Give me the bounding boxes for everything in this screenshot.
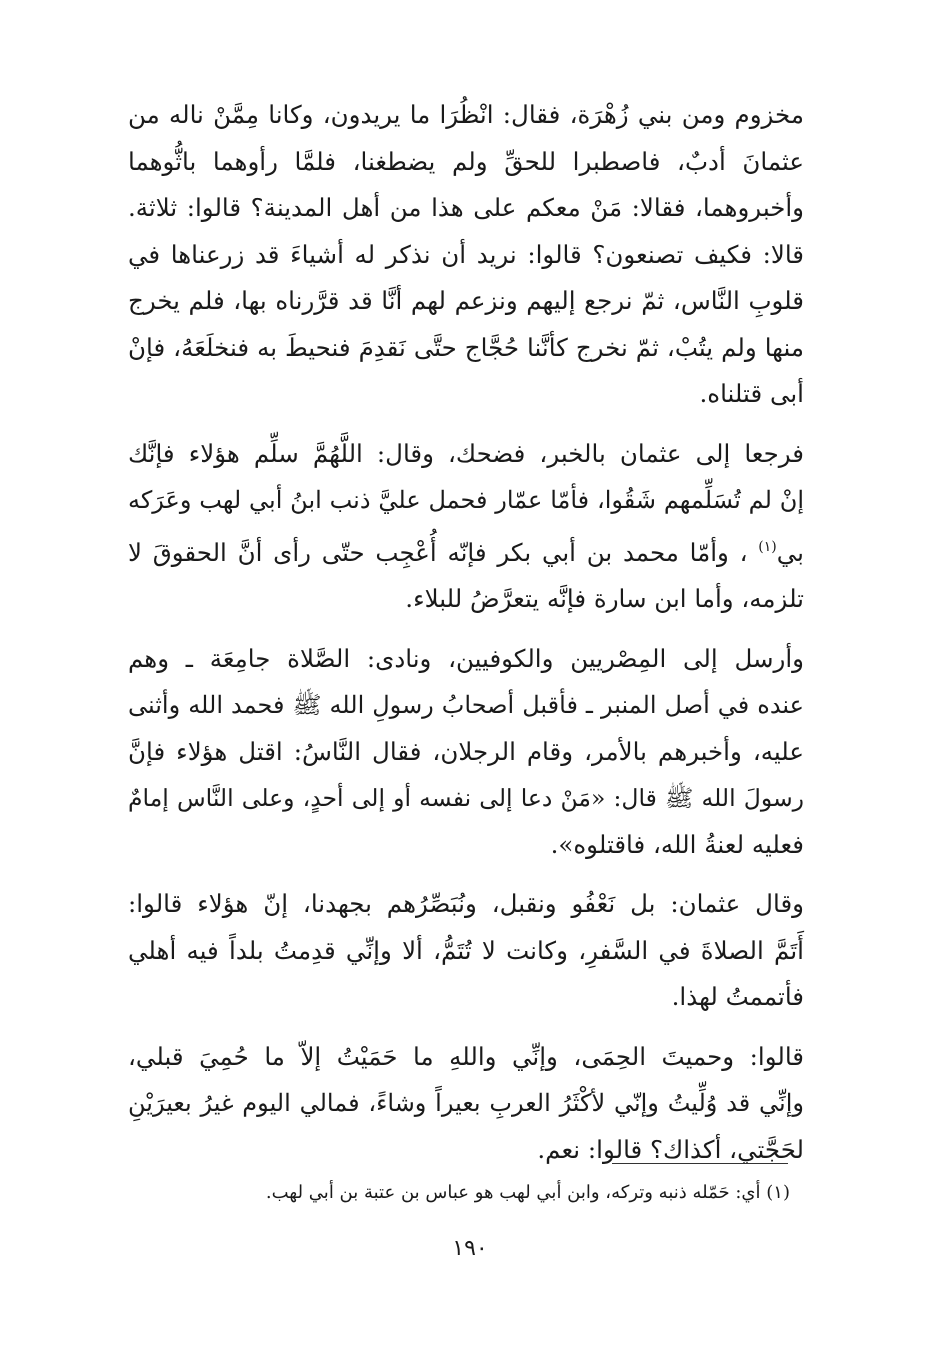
paragraph-1 (128, 92, 804, 418)
text-line: مخزوم ومن بني زُهْرَة، فقال: انْظُرَا ما يريدون، وكانا مِمَّنْ ناله من (128, 100, 804, 129)
footnote-ref-line-start: بي (776, 537, 804, 567)
text-line: أَتَمَّ الصلاةَ في السَّفرِ، وكانت لا تُتَمُّ، ألا وإنِّي قدِمتُ بلداً فيه أهلي (128, 935, 804, 965)
text-line-with-footnote: بي$^{(١)}$ ، وأمّا محمد بن أبي بكر فإنّه أُعْجِب حتّى رأى أنَّ الحقوقَ لا (128, 537, 804, 567)
text-line: منها ولم يتُبْ، ثمّ نخرج كأنَّنا حُجَّاج حتَّى نَقدِمَ فنحيطَ به فنخلَعَهُ، فإنْ (128, 332, 804, 362)
text-line: لحَجَّتي، أكذاك؟ قالوا: نعم. (537, 1134, 804, 1164)
text-line: فعليه لعنةُ الله، فاقتلوه». (550, 829, 804, 859)
text-line: إنْ لم تُسَلِّمهم شَقُوا، فأمّا عمّار فحمل عليَّ ذنب ابنُ أبي لهب وعَرَكه (128, 486, 804, 514)
text-line: وإنِّي قد وُلِّيتُ وإنّي لأكْثَرُ العربِ بعيراً وشاءً، فمالي اليوم غيرُ بعيرَيْنِ (128, 1089, 804, 1117)
text-line: وأرسل إلى المِصْريين والكوفيين، ونادى: الصَّلاة جامِعَة ـ وهم (128, 643, 804, 673)
footnote-reference[interactable]: (١) (758, 538, 777, 555)
paragraph-4 (128, 881, 804, 1021)
footnote-divider (612, 1163, 788, 1164)
paragraph-2 (128, 431, 804, 623)
text-line: قلوبِ النَّاس، ثمّ نرجع إليهم ونزعم لهم أنَّا قد قرَّرناه بها، فلم يخرج (128, 286, 804, 315)
paragraph-3 (128, 636, 804, 869)
text-line: عليه، وأخبرهم بالأمر، وقام الرجلان، فقال النَّاسُ: اقتل هؤلاء فإنَّ (128, 736, 804, 766)
text-line: أبى قتلناه. (699, 379, 804, 408)
text-line: قالا: فكيف تصنعون؟ قالوا: نريد أن نذكر له أشياءَ قد زرعناها في (128, 239, 804, 269)
page-number: ١٩٠ (452, 1236, 488, 1261)
text-line: وأخبروهما، فقالا: مَنْ معكم على هذا من أهل المدينة؟ قالوا: ثلاثة. (128, 193, 804, 222)
footnote-text: أي: حَمّله ذنبه وتركه، وابن أبي لهب هو عباس بن عتبة بن أبي لهب. (265, 1182, 761, 1203)
text-line: فأتممتُ لهذا. (671, 982, 804, 1011)
footnote-marker: (١) (766, 1182, 790, 1203)
text-line: رسولَ الله ﷺ قال: «مَنْ دعا إلى نفسه أو إلى أحدٍ، وعلى النَّاس إمامٌ (128, 784, 804, 812)
text-line: تلزمه، وأما ابن سارة فإنَّه يتعرَّضُ للبلاء. (405, 584, 804, 613)
paragraph-5 (128, 1034, 804, 1174)
text-line: وقال عثمان: بل نَعْفُو ونقبل، ونُبَصِّرُهم بجهدنا، إنّ هؤلاء قالوا: (128, 889, 804, 918)
text-line: قالوا: وحميتَ الحِمَى، وإنِّي واللهِ ما حَمَيْتُ إلاّ ما حُمِيَ قبلي، (128, 1041, 804, 1071)
main-text (128, 92, 804, 1186)
text-line: عثمانَ أدبٌ، فاصطبرا للحقِّ ولم يضطغنا، فلمَّا رأوهما باثُّوهما (128, 146, 804, 176)
text-line: فرجعا إلى عثمان بالخبر، فضحك، وقال: اللَّهُمَّ سلِّم هؤلاء فإنَّك (128, 438, 804, 468)
text-line: عنده في أصل المنبر ـ فأقبل أصحابُ رسولِ الله ﷺ فحمد الله وأثنى (128, 691, 804, 719)
footnote (180, 1178, 790, 1208)
